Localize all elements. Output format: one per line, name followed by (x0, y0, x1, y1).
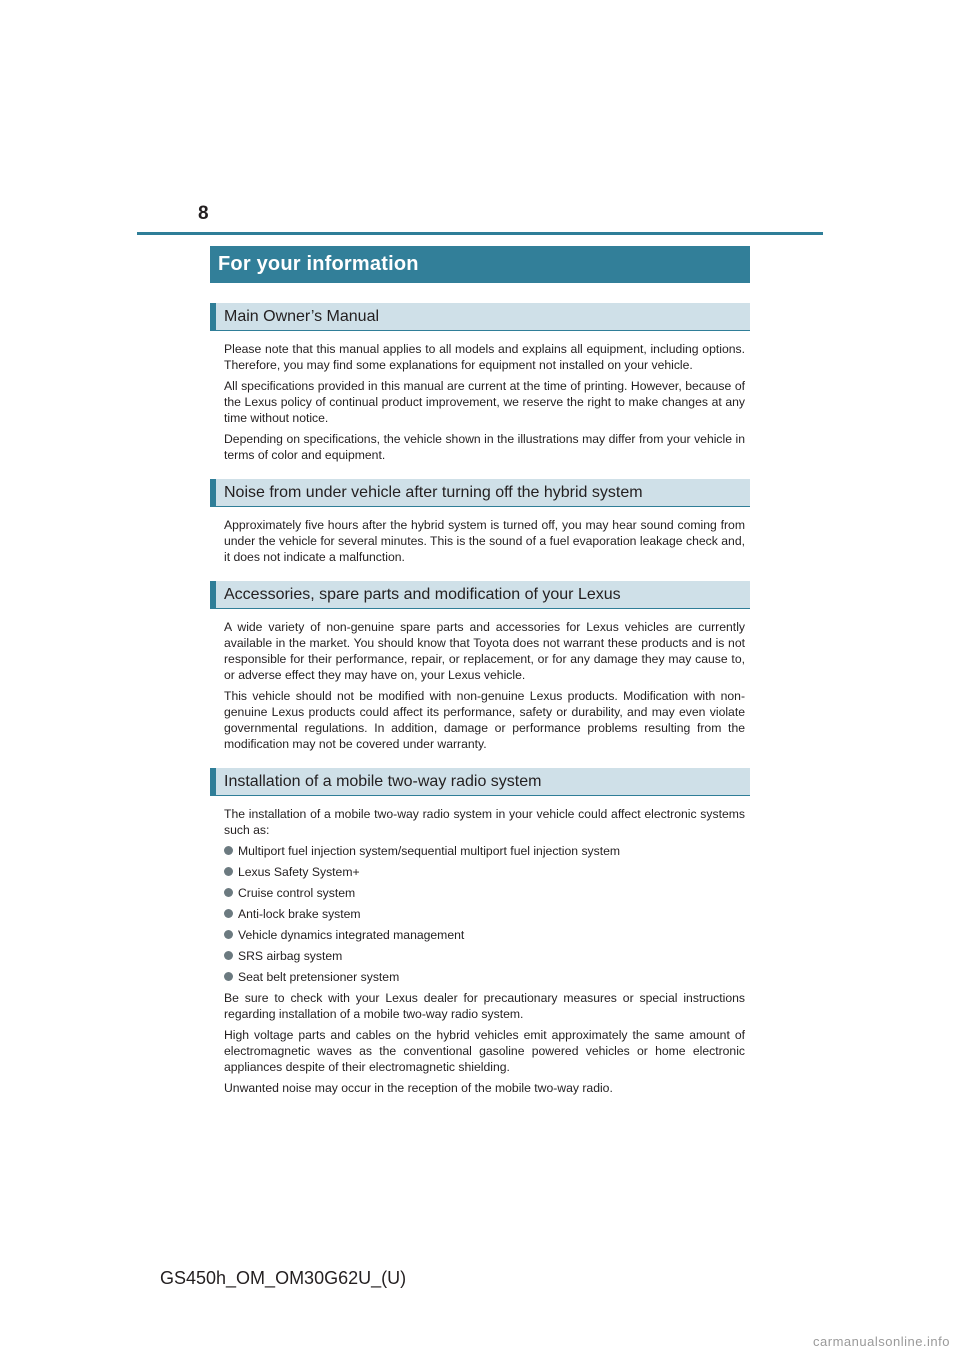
bullet-icon (224, 909, 233, 918)
page-content (210, 246, 750, 1096)
list-item (224, 885, 745, 901)
watermark: carmanualsonline.info (813, 1334, 950, 1349)
bullet-icon (224, 867, 233, 876)
paragraph: High voltage parts and cables on the hybrid vehicles emit approximately the same amount of electromagnetic waves as the conventional gasoline powered vehicles or home electronic appliances despite of their electromagnetic shielding. (224, 1028, 745, 1074)
list-item-text: Lexus Safety System+ (238, 865, 360, 879)
paragraph: A wide variety of non-genuine spare parts and accessories for Lexus vehicles are currently available in the market. You should know that Toyota does not warrant these products and is not responsible for their performance, repair, or replacement, or for any damage they may cause to, or adverse effect they may have on, your Lexus vehicle. (224, 620, 745, 682)
paragraph: All specifications provided in this manual are current at the time of printing. However, because of the Lexus policy of continual product improvement, we reserve the right to make changes at any time without notice. (224, 379, 745, 425)
paragraph: Approximately five hours after the hybrid system is turned off, you may hear sound coming from under the vehicle for several minutes. This is the sound of a fuel evaporation leakage check and, it does not indicate a malfunction. (224, 518, 745, 564)
paragraph: The installation of a mobile two-way radio system in your vehicle could affect electronic systems such as: (224, 807, 745, 837)
page-number: 8 (198, 203, 209, 224)
list-item-text: Cruise control system (238, 886, 356, 900)
paragraph: This vehicle should not be modified with non-genuine Lexus products. Modification with non-genuine Lexus products could affect its performance, safety or durability, and may even violate governmental regulations. In addition, damage or performance problems resulting from the modification may not be covered under warranty. (224, 689, 745, 751)
list-item-text: Seat belt pretensioner system (238, 970, 400, 984)
paragraph: Unwanted noise may occur in the reception of the mobile two-way radio. (224, 1081, 613, 1095)
list-item-text: SRS airbag system (238, 949, 343, 963)
section-heading-main-manual: Main Owner’s Manual (210, 303, 750, 331)
paragraph: Please note that this manual applies to all models and explains all equipment, including options. Therefore, you may find some explanations for equipment not installed on your vehicle. (224, 342, 745, 372)
bullet-icon (224, 930, 233, 939)
header-rule (137, 232, 823, 235)
bullet-icon (224, 951, 233, 960)
bullet-icon (224, 846, 233, 855)
bullet-icon (224, 888, 233, 897)
section-heading-radio: Installation of a mobile two-way radio system (210, 768, 750, 796)
list-item (224, 843, 745, 859)
document-code: GS450h_OM_OM30G62U_(U) (160, 1268, 407, 1288)
page-title: For your information (210, 246, 750, 283)
paragraph: Be sure to check with your Lexus dealer for precautionary measures or special instructions regarding installation of a mobile two-way radio system. (224, 991, 745, 1021)
list-item (224, 864, 745, 880)
section-heading-accessories: Accessories, spare parts and modification of your Lexus (210, 581, 750, 609)
list-item (224, 969, 745, 985)
list-item-text: Multiport fuel injection system/sequential multiport fuel injection system (238, 844, 621, 858)
list-item-text: Vehicle dynamics integrated management (238, 928, 465, 942)
list-item (224, 906, 745, 922)
section-heading-noise: Noise from under vehicle after turning off the hybrid system (210, 479, 750, 507)
paragraph: Depending on specifications, the vehicle shown in the illustrations may differ from your vehicle in terms of color and equipment. (224, 432, 745, 462)
list-item (224, 927, 745, 943)
list-item-text: Anti-lock brake system (238, 907, 361, 921)
list-item (224, 948, 745, 964)
bullet-icon (224, 972, 233, 981)
